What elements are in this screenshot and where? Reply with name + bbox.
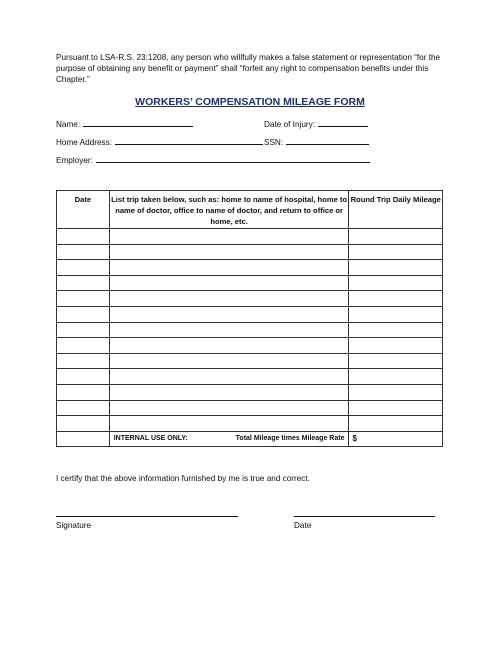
trip-cell[interactable]	[109, 369, 349, 385]
trip-cell[interactable]	[109, 260, 349, 276]
trip-cell[interactable]	[109, 322, 349, 338]
date-cell[interactable]	[57, 338, 110, 354]
ssn-input-line[interactable]	[286, 136, 369, 145]
mileage-cell[interactable]	[349, 291, 443, 307]
mileage-cell[interactable]	[349, 369, 443, 385]
date-label: Date	[294, 521, 312, 530]
internal-use-label: INTERNAL USE ONLY:	[113, 435, 188, 443]
date-cell[interactable]	[57, 229, 110, 245]
ssn-label: SSN:	[264, 138, 284, 147]
mileage-cell[interactable]	[349, 244, 443, 260]
mileage-cell[interactable]	[349, 338, 443, 354]
table-row	[57, 416, 443, 432]
mileage-cell[interactable]	[349, 416, 443, 432]
date-cell[interactable]	[57, 244, 110, 260]
table-row	[57, 275, 443, 291]
table-row	[57, 322, 443, 338]
trip-cell[interactable]	[109, 244, 349, 260]
name-field	[56, 118, 193, 129]
home-address-label: Home Address:	[56, 138, 112, 147]
mileage-cell[interactable]	[349, 275, 443, 291]
form-title: WORKERS’ COMPENSATION MILEAGE FORM	[135, 96, 365, 108]
home-address-input-line[interactable]	[115, 136, 263, 145]
header-trip: List trip taken below, such as: home to name of hospital, home to name of doctor, office to name of doctor, and return to office or home, etc.	[109, 191, 349, 229]
legal-notice: Pursuant to LSA-R.S. 23:1208, any person who willfully makes a false statement or representation “for the purpose of obtaining any benefit or payment” shall “forfeit any right to compensation benefits under this Chapter.”	[56, 53, 441, 84]
table-header-row	[57, 191, 443, 229]
mileage-cell[interactable]	[349, 260, 443, 276]
mileage-cell[interactable]	[349, 322, 443, 338]
date-cell[interactable]	[57, 353, 110, 369]
footer-empty-cell	[57, 431, 110, 446]
trip-cell[interactable]	[109, 416, 349, 432]
date-cell[interactable]	[57, 416, 110, 432]
table-row	[57, 353, 443, 369]
table-row	[57, 400, 443, 416]
table-row	[57, 338, 443, 354]
date-cell[interactable]	[57, 384, 110, 400]
table-footer-row	[57, 431, 443, 446]
mileage-cell[interactable]	[349, 306, 443, 322]
mileage-cell[interactable]	[349, 400, 443, 416]
mileage-cell[interactable]	[349, 384, 443, 400]
mileage-cell[interactable]	[349, 229, 443, 245]
header-mileage: Round Trip Daily Mileage	[349, 191, 443, 229]
trip-cell[interactable]	[109, 291, 349, 307]
table-row	[57, 260, 443, 276]
footer-internal-cell	[109, 431, 349, 446]
date-cell[interactable]	[57, 306, 110, 322]
date-cell[interactable]	[57, 322, 110, 338]
trip-cell[interactable]	[109, 338, 349, 354]
table-row	[57, 229, 443, 245]
mileage-table	[56, 190, 443, 447]
table-row	[57, 306, 443, 322]
table-row	[57, 384, 443, 400]
employer-field	[56, 154, 370, 165]
date-of-injury-field	[264, 118, 368, 129]
employer-label: Employer:	[56, 156, 93, 165]
signature-line[interactable]	[56, 516, 238, 517]
date-cell[interactable]	[57, 369, 110, 385]
date-cell[interactable]	[57, 291, 110, 307]
table-row	[57, 369, 443, 385]
employer-input-line[interactable]	[96, 154, 370, 163]
dollar-sign: $	[352, 434, 357, 444]
name-input-line[interactable]	[83, 118, 193, 127]
date-cell[interactable]	[57, 275, 110, 291]
table-row	[57, 244, 443, 260]
total-mileage-label: Total Mileage times Mileage Rate	[235, 435, 345, 443]
certification-statement: I certify that the above information furnished by me is true and correct.	[56, 474, 310, 483]
trip-cell[interactable]	[109, 384, 349, 400]
date-line[interactable]	[294, 516, 435, 517]
mileage-cell[interactable]	[349, 353, 443, 369]
date-cell[interactable]	[57, 260, 110, 276]
trip-cell[interactable]	[109, 229, 349, 245]
home-address-field	[56, 136, 263, 147]
header-date: Date	[57, 191, 110, 229]
date-cell[interactable]	[57, 400, 110, 416]
trip-cell[interactable]	[109, 306, 349, 322]
signature-label: Signature	[56, 521, 92, 530]
date-of-injury-input-line[interactable]	[318, 118, 368, 127]
trip-cell[interactable]	[109, 353, 349, 369]
total-amount-cell[interactable]	[349, 431, 443, 446]
table-row	[57, 291, 443, 307]
name-label: Name:	[56, 120, 81, 129]
trip-cell[interactable]	[109, 400, 349, 416]
trip-cell[interactable]	[109, 275, 349, 291]
date-of-injury-label: Date of Injury:	[264, 120, 315, 129]
ssn-field	[264, 136, 369, 147]
